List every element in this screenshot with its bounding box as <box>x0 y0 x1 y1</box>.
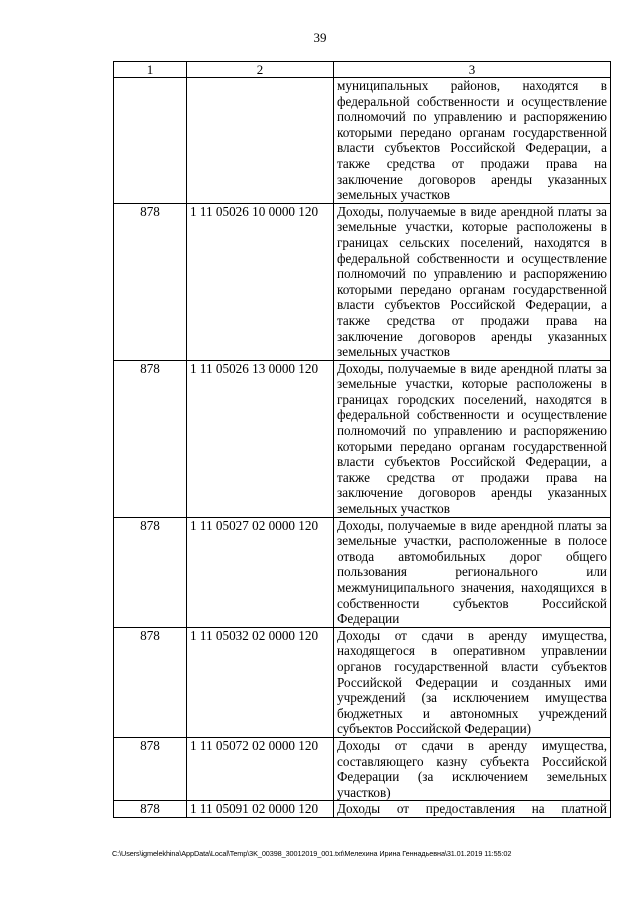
revenue-code-cell: 1 11 05032 02 0000 120 <box>187 627 334 737</box>
table-row <box>114 360 611 517</box>
description-cell: Доходы, получаемые в виде арендной платы за земельные участки, которые расположены в границах городских поселений, находятся в федеральной собственности и осуществление полномочий по управлению и распоряжению которыми передано органам государственной власти субъектов Российской Федерации, а также средства от продажи права на заключение договоров аренды указанных земельных участков <box>334 360 611 517</box>
revenue-code-cell: 1 11 05027 02 0000 120 <box>187 517 334 627</box>
document-footer-path: C:\Users\igmelekhina\AppData\Local\Temp\3K_00398_30012019_001.txt\Мелехина Ирина Геннадьевна\31.01.2019 11:55:02 <box>112 849 512 858</box>
description-cell: Доходы от сдачи в аренду имущества, составляющего казну субъекта Российской Федерации (за исключением земельных участков) <box>334 737 611 800</box>
column-header-2: 2 <box>187 62 334 78</box>
column-header-3: 3 <box>334 62 611 78</box>
revenue-codes-table <box>113 61 611 818</box>
column-header-1: 1 <box>114 62 187 78</box>
admin-code-cell <box>114 78 187 204</box>
description-cell: муниципальных районов, находятся в федеральной собственности и осуществление полномочий по управлению и распоряжению которыми передано органам государственной власти субъектов Российской Федерации, а также средства от продажи права на заключение договоров аренды указанных земельных участков <box>334 78 611 204</box>
description-cell: Доходы, получаемые в виде арендной платы за земельные участки, расположенные в полосе отвода автомобильных дорог общего пользования регионального или межмуниципального значения, находящихся в собственности субъектов Российской Федерации <box>334 517 611 627</box>
table-row <box>114 203 611 360</box>
table-row <box>114 801 611 818</box>
revenue-code-cell: 1 11 05026 10 0000 120 <box>187 203 334 360</box>
description-cell: Доходы, получаемые в виде арендной платы за земельные участки, которые расположены в границах сельских поселений, находятся в федеральной собственности и осуществление полномочий по управлению и распоряжению которыми передано органам государственной власти субъектов Российской Федерации, а также средства от продажи права на заключение договоров аренды указанных земельных участков <box>334 203 611 360</box>
table-row <box>114 78 611 204</box>
table-header-row <box>114 62 611 78</box>
page-number: 39 <box>313 30 327 45</box>
admin-code-cell: 878 <box>114 360 187 517</box>
revenue-code-cell: 1 11 05026 13 0000 120 <box>187 360 334 517</box>
table-row <box>114 517 611 627</box>
admin-code-cell: 878 <box>114 627 187 737</box>
admin-code-cell: 878 <box>114 517 187 627</box>
table-row <box>114 737 611 800</box>
revenue-code-cell <box>187 78 334 204</box>
admin-code-cell: 878 <box>114 801 187 818</box>
description-cell: Доходы от предоставления на платной <box>334 801 611 818</box>
admin-code-cell: 878 <box>114 737 187 800</box>
revenue-code-cell: 1 11 05091 02 0000 120 <box>187 801 334 818</box>
description-cell: Доходы от сдачи в аренду имущества, находящегося в оперативном управлении органов государственной власти субъектов Российской Федерации и созданных ими учреждений (за исключением имущества бюджетных и автономных учреждений субъектов Российской Федерации) <box>334 627 611 737</box>
revenue-code-cell: 1 11 05072 02 0000 120 <box>187 737 334 800</box>
table-row <box>114 627 611 737</box>
admin-code-cell: 878 <box>114 203 187 360</box>
